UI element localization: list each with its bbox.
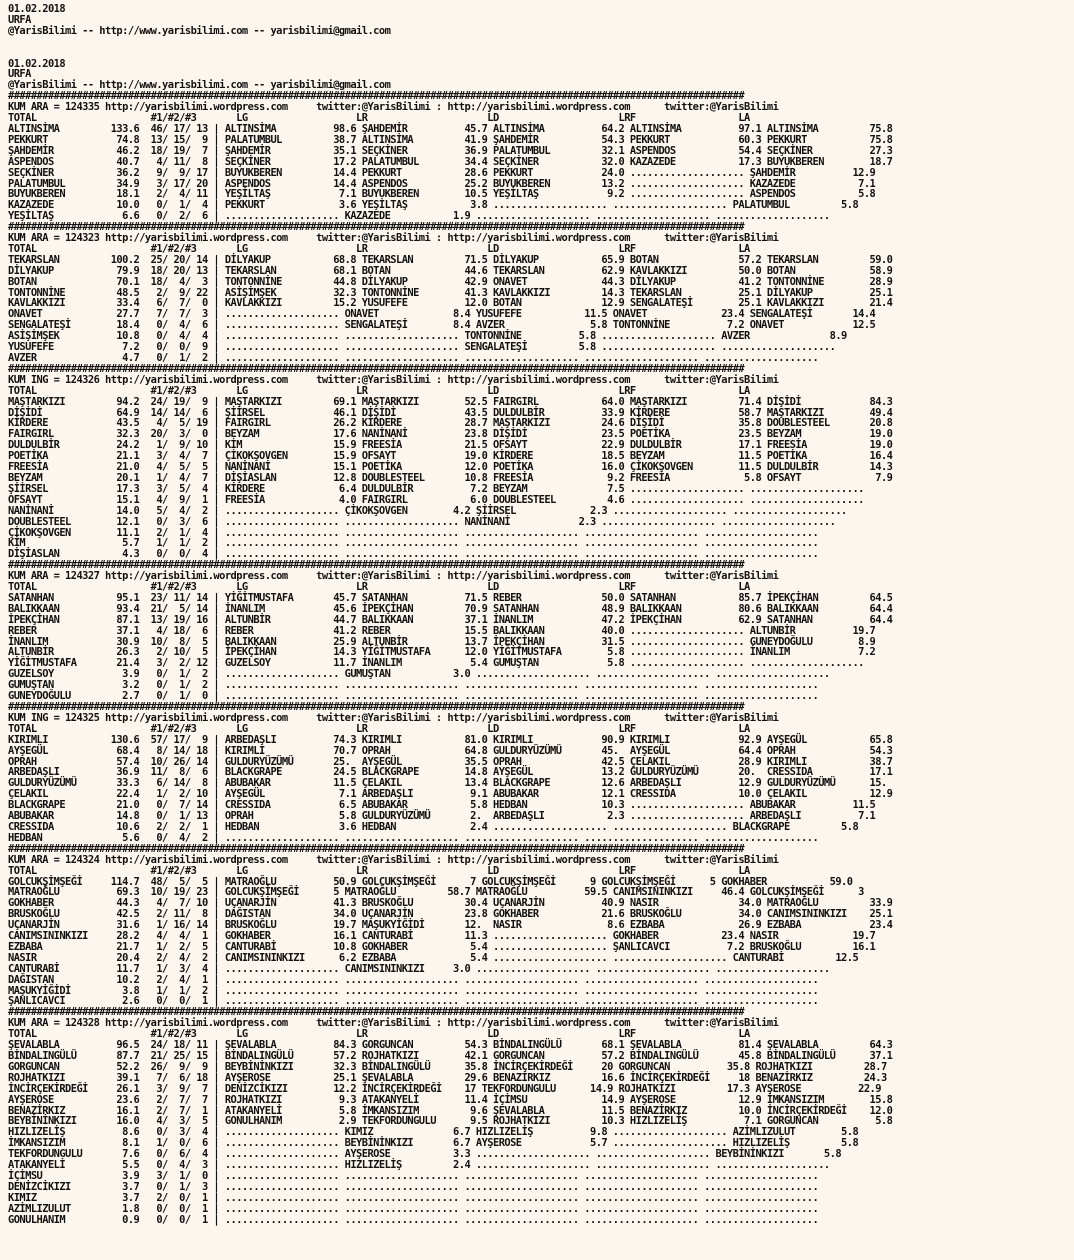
column-header-line: TOTAL #1/#2/#3 LG LR LD LRF LA [8, 722, 750, 735]
result-row: BİNDALINGÜLÜ 87.7 21/ 25/ 15 | BİNDALINGÜLÜ 57.2 ROJHATKIZI 42.1 GORGUNCAN 57.2 BİNDALINGÜLÜ 45.8 BİNDALINGÜLÜ 37.1 [8, 1050, 893, 1062]
race-block [8, 222, 1074, 364]
result-row: KİM 5.7 1/ 1/ 2 | .................... .................... .................... .................... .................... [8, 537, 819, 550]
result-row: GOKHABER 44.3 4/ 7/ 10 | UÇANARJİN 41.3 BRUSKOĞLU 30.4 UÇANARJİN 40.9 NASIR 34.0 MATRAOĞLU 33.9 [8, 897, 893, 910]
separator-line: ################################################################################################################################# [8, 1006, 745, 1019]
result-row: BLACKGRAPE 21.0 0/ 7/ 14 | CRESSIDA 6.5 ABUBAKAR 5.8 HEDBAN 10.3 .................... ABUBAKAR 11.5 [8, 799, 876, 812]
result-row: HEDBAN 5.6 0/ 4/ 2 | .................... .................... .................... .................... .................... [8, 831, 819, 844]
result-row: NASIR 20.4 2/ 4/ 2 | CANIMSININKIZI 6.2 EZBABA 5.4 .................... .................... CANTURABİ 12.5 [8, 951, 859, 964]
result-row: DOUBLESTEEL 12.1 0/ 3/ 6 | .................... .................... NANİNANİ 2.3 .................... .................... [8, 515, 836, 528]
result-row: CRESSIDA 10.6 2/ 2/ 1 | HEDBAN 3.6 HEDBAN 2.4 .................... .................... BLACKGRAPE 5.8 [8, 820, 859, 833]
column-header-line: TOTAL #1/#2/#3 LG LR LD LRF LA [8, 1028, 750, 1041]
result-row: DİŞİDİ 64.9 14/ 14/ 6 | ŞİİRSEL 46.1 DİŞİDİ 43.5 DULDULBİR 33.9 KİRDERE 58.7 MAŞTARKIZI 49.4 [8, 406, 893, 419]
result-row: ALTUNBİR 26.3 2/ 10/ 5 | İPEKÇİHAN 14.3 YİĞİTMUSTAFA 12.0 YİĞİTMUSTAFA 5.8 .................... İNANLIM 7.2 [8, 646, 876, 659]
header-line: URFA [8, 68, 31, 81]
result-row: İNCİRÇEKİRDEĞİ 26.1 3/ 9/ 7 | DENİZCİKIZI 12.2 İNCİRÇEKİRDEĞİ 17 TEKFORDUNGULU 14.9 ROJHATKIZI 17.3 AYŞEROSE 22.9 [8, 1082, 881, 1095]
result-row: İÇİMSU 3.9 3/ 1/ 0 | .................... .................... .................... .................... .................... [8, 1169, 819, 1182]
result-row: FAIRGIRL 32.3 20/ 3/ 0 | BEYZAM 17.6 NANİNANİ 23.8 DİŞİDİ 23.5 POETİKA 23.5 BEYZAM 19.0 [8, 428, 893, 441]
result-row: TONTONNİNE 48.5 2/ 9/ 22 | ASİŞİMŞEK 32.3 TONTONNİNE 41.3 KAVLAKKIZI 14.3 TEKARSLAN 25.1 DİLYAKUP 25.1 [8, 286, 893, 299]
result-row: GUMUŞTAN 3.2 0/ 1/ 2 | .................... .................... .................... .................... .................... [8, 679, 819, 692]
race-title-line: KUM ING = 124325 http://yarisbilimi.wordpress.com twitter:@YarisBilimi : http://yarisbilimi.wordpress.com twitter:@YarisBilimi [8, 711, 779, 724]
header-line: @YarisBilimi -- http://www.yarisbilimi.com -- yarisbilimi@gmail.com [8, 24, 391, 37]
result-row: BOTAN 70.1 18/ 4/ 3 | TONTONNİNE 44.8 DİLYAKUP 42.9 ONAVET 44.3 DİLYAKUP 41.2 TONTONNİNE 28.9 [8, 275, 893, 288]
result-row: TEKARSLAN 100.2 25/ 20/ 14 | DİLYAKUP 68.8 TEKARSLAN 71.5 DİLYAKUP 65.9 BOTAN 57.2 TEKARSLAN 59.0 [8, 253, 893, 266]
result-row: OPRAH 57.4 10/ 26/ 14 | GULDURYÜZÜMÜ 25. AYŞEGÜL 35.5 OPRAH 42.5 ÇELAKIL 28.9 KIRIMLI 38.7 [8, 755, 893, 768]
result-row: KIRIMLI 130.6 57/ 17/ 9 | ARBEDAŞLI 74.3 KIRIMLI 81.0 KIRIMLI 90.9 KIRIMLI 92.9 AYŞEGÜL 65.8 [8, 733, 893, 746]
result-row: BEYZAM 20.1 1/ 4/ 7 | DİŞİASLAN 12.8 DOUBLESTEEL 10.8 FREESİA 9.2 FREESİA 5.8 OFSAYT 7.9 [8, 471, 893, 484]
result-row: ATAKANYELİ 5.5 0/ 4/ 3 | .................... HIZLIZELİŞ 2.4 .................... .................... .................... [8, 1159, 830, 1172]
result-row: KAZAZEDE 10.0 0/ 1/ 4 | PEKKURT 3.6 YEŞİLTAŞ 3.8 .................... .................... PALATUMBUL 5.8 [8, 199, 859, 212]
result-row: BALIKKAAN 93.4 21/ 5/ 14 | İNANLIM 45.6 İPEKÇİHAN 70.9 SATANHAN 48.9 BALIKKAAN 80.6 BALIKKAAN 64.4 [8, 602, 893, 615]
result-row: GUNEYDOĞULU 2.7 0/ 1/ 0 | .................... .................... .................... .................... .................... [8, 690, 819, 703]
result-row: KAVLAKKIZI 33.4 6/ 7/ 0 | KAVLAKKIZI 15.2 YUSUFEFE 12.0 BOTAN 12.9 SENGALATEŞİ 25.1 KAVLAKKIZI 21.4 [8, 297, 893, 310]
result-row: GUZELSOY 3.9 0/ 1/ 2 | .................... GUMUŞTAN 3.0 .................... .................... .................... [8, 668, 830, 681]
result-row: KİRDERE 43.5 4/ 5/ 19 | FAIRGIRL 26.2 KİRDERE 28.7 MAŞTARKIZI 24.6 DİŞİDİ 35.8 DOUBLESTEEL 20.8 [8, 417, 893, 430]
result-row: MAŞTARKIZI 94.2 24/ 19/ 9 | MAŞTARKIZI 69.1 MAŞTARKIZI 52.5 FAIRGIRL 64.0 MAŞTARKIZI 71.4 DİŞİDİ 84.3 [8, 395, 893, 408]
result-row: ŞİİRSEL 17.3 3/ 5/ 4 | KİRDERE 6.4 DULDULBİR 7.2 BEYZAM 7.5 .................... .................... [8, 482, 864, 495]
result-row: DULDULBİR 24.2 1/ 9/ 10 | KİM 15.9 FREESİA 21.5 OFSAYT 22.9 DULDULBİR 17.1 FREESİA 19.0 [8, 439, 893, 452]
result-row: DİŞİASLAN 4.3 0/ 0/ 4 | .................... .................... .................... .................... .................... [8, 548, 819, 561]
result-row: İPEKÇİHAN 87.1 13/ 19/ 16 | ALTUNBİR 44.7 BALIKKAAN 37.1 İNANLIM 47.2 İPEKÇİHAN 62.9 SATANHAN 64.4 [8, 613, 893, 626]
result-row: AYŞEGÜL 68.4 8/ 14/ 18 | KIRIMLI 70.7 OPRAH 64.8 GULDURYÜZÜMÜ 45. AYŞEGÜL 64.4 OPRAH 54.3 [8, 744, 893, 757]
result-row: HIZLIZELİŞ 8.6 0/ 3/ 4 | .................... KIMIZ 6.7 HIZLIZELİŞ 9.8 .................... AZİMLIZULUT 5.8 [8, 1126, 859, 1139]
column-header-line: TOTAL #1/#2/#3 LG LR LD LRF LA [8, 112, 750, 125]
separator-line: ################################################################################################################################# [8, 90, 745, 103]
race-block [8, 91, 1074, 222]
result-row: YUSUFEFE 7.2 0/ 0/ 9 | .................... .................... SENGALATEŞİ 5.8 .................... .................... [8, 341, 836, 354]
result-row: EZBABA 21.7 1/ 2/ 5 | CANTURABİ 10.8 GOKHABER 5.4 .................... ŞANLICAVCI 7.2 BRUSKOĞLU 16.1 [8, 940, 876, 953]
header-line: 01.02.2018 [8, 57, 66, 70]
result-row: GORGUNCAN 52.2 26/ 9/ 9 | BEYBİNİNKIZI 32.3 BİNDALINGÜLÜ 35.8 İNCİRÇEKİRDEĞİ 20 GORGUNCAN 35.8 ROJHATKIZI 28.7 [8, 1060, 887, 1073]
result-row: DİLYAKUP 79.9 18/ 20/ 13 | TEKARSLAN 68.1 BOTAN 44.6 TEKARSLAN 62.9 KAVLAKKIZI 50.0 BOTAN 58.9 [8, 264, 893, 277]
result-row: ALTINSİMA 133.6 46/ 17/ 13 | ALTINSİMA 98.6 ŞAHDEMİR 45.7 ALTINSİMA 64.2 ALTINSİMA 97.1 ALTINSİMA 75.8 [8, 122, 893, 135]
result-row: ŞEVALABLA 96.5 24/ 18/ 11 | ŞEVALABLA 84.3 GORGUNCAN 54.3 BİNDALINGÜLÜ 68.1 ŞEVALABLA 81.4 ŞEVALABLA 64.3 [8, 1039, 893, 1052]
result-row: ÇİKOKŞOVGEN 11.1 2/ 1/ 4 | .................... .................... .................... .................... .................... [8, 526, 819, 539]
result-row: ŞAHDEMİR 46.2 18/ 19/ 7 | ŞAHDEMİR 35.1 SEÇKİNER 36.9 PALATUMBUL 32.1 ASPENDOS 54.4 SEÇKİNER 27.3 [8, 144, 893, 157]
race-title-line: KUM ARA = 124324 http://yarisbilimi.wordpress.com twitter:@YarisBilimi : http://yarisbilimi.wordpress.com twitter:@YarisBilimi [8, 853, 779, 866]
result-row: SENGALATEŞİ 18.4 0/ 4/ 6 | .................... SENGALATEŞİ 8.4 AVZER 5.8 TONTONNİNE 7.2 ONAVET 12.5 [8, 319, 876, 332]
result-row: YİĞİTMUSTAFA 21.4 3/ 2/ 12 | GUZELSOY 11.7 İNANLIM 5.4 GUMUŞTAN 5.8 .................... .................... [8, 657, 864, 670]
result-row: FREESİA 21.0 4/ 5/ 5 | NANİNANİ 15.1 POETİKA 12.0 POETİKA 16.0 ÇİKOKŞOVGEN 11.5 DULDULBİR 14.3 [8, 461, 893, 474]
column-header-line: TOTAL #1/#2/#3 LG LR LD LRF LA [8, 581, 750, 594]
result-row: İMKANSIZIM 8.1 1/ 0/ 6 | .................... BEYBİNİNKIZI 6.7 AYŞEROSE 5.7 .................... HIZLIZELİŞ 5.8 [8, 1137, 859, 1150]
result-row: ŞANLICAVCI 2.6 0/ 0/ 1 | .................... .................... .................... .................... .................... [8, 995, 819, 1008]
result-row: AYŞEROSE 23.6 2/ 7/ 7 | ROJHATKIZI 9.3 ATAKANYELİ 11.4 İÇİMSU 14.9 AYŞEROSE 12.9 İMKANSIZIM 15.8 [8, 1093, 893, 1106]
result-row: ÇELAKIL 22.4 1/ 2/ 10 | AYŞEGÜL 7.1 ARBEDAŞLI 9.1 ABUBAKAR 12.1 CRESSIDA 10.0 ÇELAKIL 12.9 [8, 788, 893, 801]
result-row: NANİNANİ 14.0 5/ 4/ 2 | .................... ÇİKOKŞOVGEN 4.2 ŞİİRSEL 2.3 .................... .................... [8, 504, 847, 517]
race-blocks [8, 91, 1074, 1225]
race-title-line: KUM ARA = 124327 http://yarisbilimi.wordpress.com twitter:@YarisBilimi : http://yarisbilimi.wordpress.com twitter:@YarisBilimi [8, 570, 779, 583]
result-row: ABUBAKAR 14.8 0/ 1/ 13 | OPRAH 5.8 GULDURYÜZÜMÜ 2. ARBEDAŞLI 2.3 .................... ARBEDAŞLI 7.1 [8, 810, 876, 823]
race-title-line: KUM ING = 124326 http://yarisbilimi.wordpress.com twitter:@YarisBilimi : http://yarisbilimi.wordpress.com twitter:@YarisBilimi [8, 373, 779, 386]
race-title-line: KUM ARA = 124323 http://yarisbilimi.wordpress.com twitter:@YarisBilimi : http://yarisbilimi.wordpress.com twitter:@YarisBilimi [8, 232, 779, 245]
result-row: PALATUMBUL 34.9 3/ 17/ 20 | ASPENDOS 14.4 ASPENDOS 25.2 BUYUKBEREN 13.2 .................... KAZAZEDE 7.1 [8, 177, 876, 190]
result-row: ARBEDAŞLI 36.9 11/ 8/ 6 | BLACKGRAPE 24.5 BLACKGRAPE 14.8 AYŞEGÜL 13.2 GULDURYÜZÜMÜ 20. CRESSIDA 17.1 [8, 766, 893, 779]
result-row: BRUSKOĞLU 42.5 2/ 11/ 8 | DAĞISTAN 34.0 UÇANARJİN 23.8 GOKHABER 21.6 BRUSKOĞLU 34.0 CANIMSININKIZI 25.1 [8, 908, 893, 921]
result-row: BENAZİRKIZ 16.1 2/ 7/ 1 | ATAKANYELİ 5.8 İMKANSIZIM 9.6 ŞEVALABLA 11.5 BENAZİRKIZ 10.0 İNCİRÇEKİRDEĞİ 12.0 [8, 1104, 893, 1117]
race-block [8, 844, 1074, 1008]
column-header-line: TOTAL #1/#2/#3 LG LR LD LRF LA [8, 864, 750, 877]
header-line: 01.02.2018 [8, 3, 66, 15]
result-row: GULDURYÜZÜMÜ 33.3 6/ 14/ 8 | ABUBAKAR 11.5 ÇELAKIL 13.4 BLACKGRAPE 12.6 ARBEDAŞLI 12.9 GULDURYÜZÜMÜ 15. [8, 777, 887, 790]
result-row: DENİZCİKIZI 3.7 0/ 1/ 3 | .................... .................... .................... .................... .................... [8, 1180, 819, 1193]
result-row: POETİKA 21.1 3/ 4/ 7 | ÇİKOKŞOVGEN 15.9 OFSAYT 19.0 KİRDERE 18.5 BEYZAM 11.5 POETİKA 16.4 [8, 450, 893, 463]
result-row: YEŞİLTAŞ 6.6 0/ 2/ 6 | .................... KAZAZEDE 1.9 .................... .................... .................... [8, 210, 830, 223]
result-row: BUYUKBEREN 18.1 2/ 4/ 11 | YEŞİLTAŞ 7.1 BUYUKBEREN 10.5 YEŞİLTAŞ 9.2 .................... ASPENDOS 5.8 [8, 188, 876, 201]
document-header [8, 4, 1074, 91]
result-row: GOLCUKŞİMŞEĞİ 114.7 48/ 5/ 5 | MATRAOĞLU 50.9 GOLCUKŞİMŞEĞİ 7 GOLCUKŞİMŞEĞİ 9 GOLCUKŞİMŞEĞİ 5 GOKHABER 59.0 [8, 875, 853, 888]
result-row: ASİŞİMŞEK 10.8 0/ 4/ 4 | .................... .................... TONTONNİNE 5.8 .................... AVZER 8.9 [8, 330, 847, 343]
header-line: URFA [8, 13, 31, 26]
result-row: DAĞISTAN 10.2 2/ 4/ 1 | .................... .................... .................... .................... .................... [8, 973, 819, 986]
race-title-line: KUM ARA = 124335 http://yarisbilimi.wordpress.com twitter:@YarisBilimi : http://yarisbilimi.wordpress.com twitter:@YarisBilimi [8, 101, 779, 114]
separator-line: ################################################################################################################################# [8, 701, 745, 713]
result-row: AZİMLIZULUT 1.8 0/ 0/ 1 | .................... .................... .................... .................... .................... [8, 1202, 819, 1215]
result-row: PEKKURT 74.8 13/ 15/ 9 | PALATUMBUL 38.7 ALTINSİMA 41.9 ŞAHDEMİR 54.3 PEKKURT 60.3 PEKKURT 75.8 [8, 133, 893, 146]
result-row: ROJHATKIZI 39.1 7/ 6/ 18 | AYŞEROSE 25.1 ŞEVALABLA 29.6 BENAZİRKIZ 16.6 İNCİRÇEKİRDEĞİ 18 BENAZİRKIZ 24.3 [8, 1071, 887, 1084]
result-row: İNANLIM 30.9 10/ 8/ 5 | BALIKKAAN 25.9 ALTUNBİR 13.7 İPEKÇİHAN 31.5 .................... GUNEYDOĞULU 8.9 [8, 635, 876, 648]
result-row: UÇANARJİN 31.6 1/ 16/ 14 | BRUSKOĞLU 19.7 MAŞUKYİĞİDİ 12. NASIR 8.6 EZBABA 26.9 EZBABA 23.4 [8, 919, 893, 932]
result-row: SEÇKİNER 36.2 9/ 9/ 17 | BUYUKBEREN 14.4 PEKKURT 28.6 PEKKURT 24.0 .................... ŞAHDEMİR 12.9 [8, 166, 876, 179]
column-header-line: TOTAL #1/#2/#3 LG LR LD LRF LA [8, 384, 750, 397]
separator-line: ################################################################################################################################# [8, 362, 745, 375]
column-header-line: TOTAL #1/#2/#3 LG LR LD LRF LA [8, 242, 750, 255]
result-row: ASPENDOS 40.7 4/ 11/ 8 | SEÇKİNER 17.2 PALATUMBUL 34.4 SEÇKİNER 32.0 KAZAZEDE 17.3 BUYUKBEREN 18.7 [8, 155, 893, 168]
separator-line: ################################################################################################################################# [8, 559, 745, 572]
result-row: BEYBİNİNKIZI 16.0 4/ 3/ 5 | GONULHANIM 2.9 TEKFORDUNGULU 9.5 ROJHATKIZI 10.3 HIZLIZELİŞ 7.1 GORGUNCAN 5.8 [8, 1115, 893, 1128]
result-row: ONAVET 27.7 7/ 7/ 3 | .................... ONAVET 8.4 YUSUFEFE 11.5 ONAVET 23.4 SENGALATEŞİ 14.4 [8, 308, 876, 321]
result-row: REBER 37.1 4/ 18/ 6 | REBER 41.2 REBER 15.5 BALIKKAAN 40.0 .................... ALTUNBİR 19.7 [8, 624, 876, 637]
result-row: GONULHANIM 0.9 0/ 0/ 1 | .................... .................... .................... .................... .................... [8, 1213, 819, 1226]
result-row: TEKFORDUNGULU 7.6 0/ 6/ 4 | .................... AYŞEROSE 3.3 .................... .................... BEYBİNİNKIZI 5.8 [8, 1148, 842, 1161]
race-block [8, 702, 1074, 844]
result-row: AVZER 4.7 0/ 1/ 2 | .................... .................... .................... .................... .................... [8, 352, 819, 364]
result-row: CANTURABİ 11.7 1/ 3/ 4 | .................... CANIMSININKIZI 3.0 .................... .................... .................... [8, 962, 830, 975]
result-row: OFSAYT 15.1 4/ 9/ 1 | FREESİA 4.0 FAIRGIRL 6.0 DOUBLESTEEL 4.6 .................... .................... [8, 493, 864, 506]
result-row: CANIMSININKIZI 28.2 4/ 4/ 1 | GOKHABER 16.1 CANTURABİ 11.3 .................... GOKHABER 23.4 NASIR 19.7 [8, 930, 876, 943]
result-row: SATANHAN 95.1 23/ 11/ 14 | YİĞİTMUSTAFA 45.7 SATANHAN 71.5 REBER 50.0 SATANHAN 85.7 İPEKÇİHAN 64.5 [8, 591, 893, 604]
race-block [8, 1007, 1074, 1225]
separator-line: ################################################################################################################################# [8, 221, 745, 234]
header-line: @YarisBilimi -- http://www.yarisbilimi.com -- yarisbilimi@gmail.com [8, 79, 391, 92]
result-row: MAŞUKYİĞİDİ 3.8 1/ 1/ 2 | .................... .................... .................... .................... .................... [8, 984, 819, 997]
separator-line: ################################################################################################################################# [8, 842, 745, 855]
result-row: MATRAOĞLU 69.3 10/ 19/ 23 | GOLCUKŞİMŞEĞİ 5 MATRAOĞLU 58.7 MATRAOĞLU 59.5 CANIMSININKIZI 46.4 GOLCUKŞİMŞEĞİ 3 [8, 886, 864, 899]
result-row: KIMIZ 3.7 2/ 0/ 1 | .................... .................... .................... .................... .................... [8, 1191, 819, 1204]
race-title-line: KUM ARA = 124328 http://yarisbilimi.wordpress.com twitter:@YarisBilimi : http://yarisbilimi.wordpress.com twitter:@YarisBilimi [8, 1017, 779, 1030]
race-block [8, 560, 1074, 702]
race-block [8, 364, 1074, 560]
